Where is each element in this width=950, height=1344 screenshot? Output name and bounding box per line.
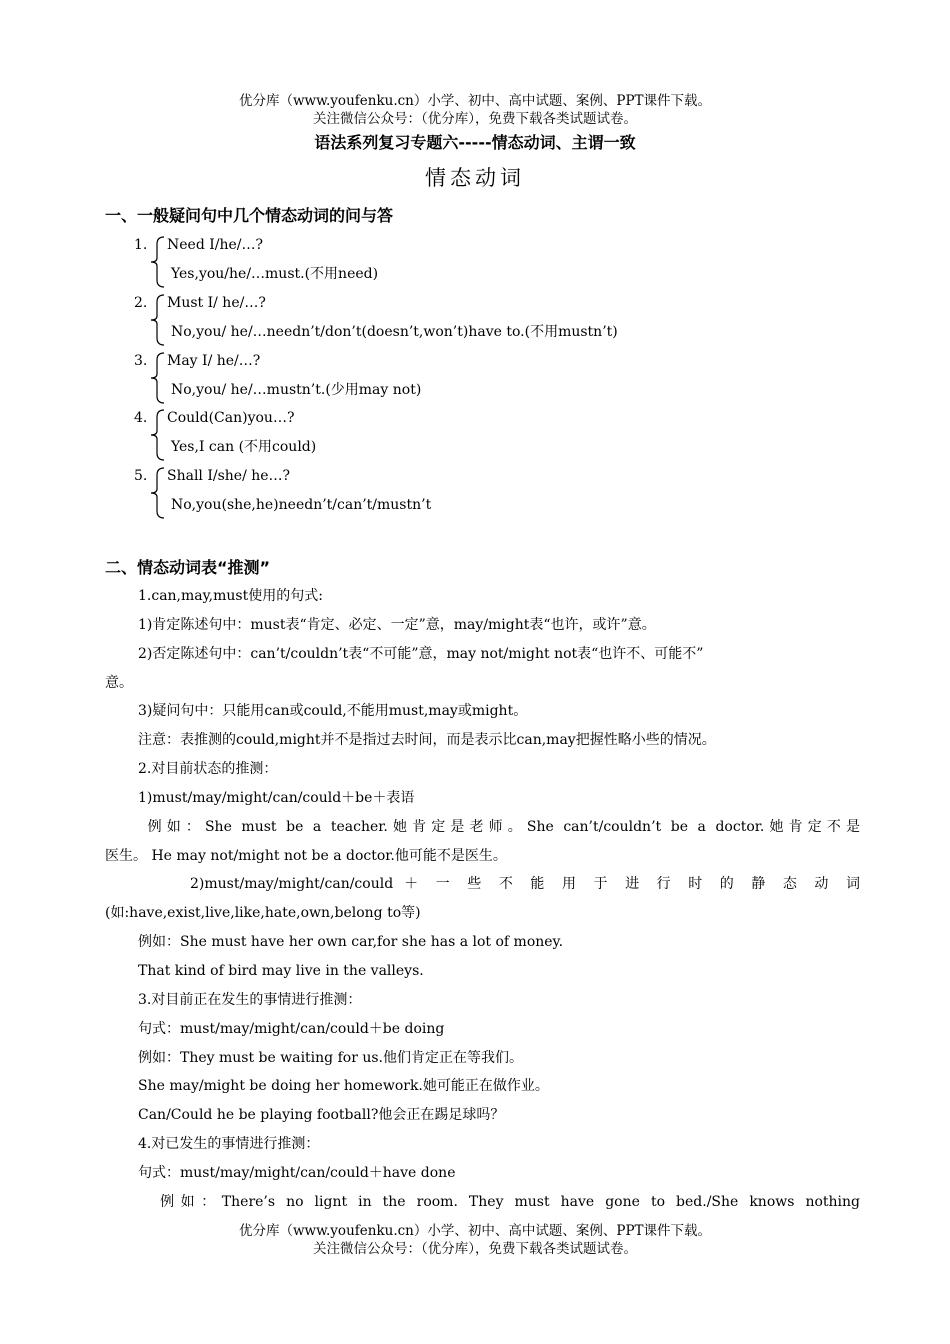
qa-item-3 (134, 350, 854, 408)
footer-line-1: 优分库（www.youfenku.cn）小学、初中、高中试题、案例、PPT课件下载。 (238, 1223, 712, 1239)
paragraph: 例如：There’s no lignt in the room. They must have gone to bed./She knows nothing (138, 1193, 860, 1210)
brace-icon (145, 466, 165, 520)
qa-item-1 (134, 234, 854, 292)
page-footer (0, 1222, 950, 1258)
qa-number: 3. (134, 353, 148, 369)
qa-question: Need I/he/…? (167, 237, 264, 253)
qa-item-4 (134, 407, 854, 465)
qa-number: 2. (134, 295, 148, 311)
qa-answer: No,you/ he/…needn’t/don’t(doesn’t,won’t)have to.(不用mustn’t) (171, 324, 618, 340)
qa-answer: Yes,I can (不用could) (171, 439, 317, 455)
paragraph: 例如：She must have her own car,for she has a lot of money. (138, 934, 564, 951)
brace-icon (145, 351, 165, 405)
paragraph: 医生。 He may not/might not be a doctor.他可能不是医生。 (105, 847, 507, 864)
paragraph: 4.对已发生的事情进行推测： (138, 1136, 320, 1153)
paragraph: 3.对目前正在发生的事情进行推测： (138, 991, 362, 1008)
paragraph: 句式：must/may/might/can/could＋have done (138, 1164, 456, 1181)
qa-number: 4. (134, 410, 148, 426)
page-header (0, 92, 950, 128)
brace-icon (145, 408, 165, 462)
paragraph: That kind of bird may live in the valleys. (138, 962, 424, 979)
paragraph: 2)否定陈述句中：can’t/couldn’t表“不可能”意，may not/might not表“也许不、可能不” (138, 645, 704, 662)
section-1-heading: 一、一般疑问句中几个情态动词的问与答 (105, 206, 394, 225)
paragraph: 1.can,may,must使用的句式: (138, 588, 323, 604)
paragraph: 例如：They must be waiting for us.他们肯定正在等我们。 (138, 1049, 523, 1066)
qa-item-5 (134, 465, 854, 523)
brace-icon (145, 235, 165, 289)
header-line-2: 关注微信公众号：（优分库），免费下载各类试题试卷。 (313, 111, 637, 127)
qa-item-2 (134, 292, 854, 350)
qa-question: Must I/ he/…? (167, 295, 266, 311)
paragraph: 3)疑问句中：只能用can或could,不能用must,may或might。 (138, 703, 528, 720)
paragraph: 注意：表推测的could,might并不是指过去时间，而是表示比can,may把握性略小些的情况。 (138, 732, 716, 749)
qa-question: May I/ he/…? (167, 353, 261, 369)
section-2-body (105, 582, 860, 1217)
qa-number: 1. (134, 237, 148, 253)
header-line-1: 优分库（www.youfenku.cn）小学、初中、高中试题、案例、PPT课件下载。 (238, 93, 712, 109)
qa-question: Could(Can)you…? (167, 410, 295, 426)
qa-answer: Yes,you/he/…must.(不用need) (171, 266, 379, 282)
footer-line-2: 关注微信公众号：（优分库），免费下载各类试题试卷。 (313, 1241, 637, 1257)
document-subtitle: 情态动词 (425, 166, 525, 190)
qa-question: Shall I/she/ he…? (167, 468, 291, 484)
paragraph: 2)must/may/might/can/could ＋ 一 些 不 能 用 于 进 行 时 的 静 态 动 词 (190, 876, 860, 893)
qa-answer: No,you(she,he)needn’t/can’t/mustn’t (171, 497, 432, 513)
paragraph: She may/might be doing her homework.她可能正在做作业。 (138, 1078, 549, 1095)
section-2-heading: 二、情态动词表“推测” (105, 558, 271, 577)
paragraph: 1)肯定陈述句中：must表“肯定、必定、一定”意，may/might表“也许，或许”意。 (138, 616, 656, 633)
qa-number: 5. (134, 468, 148, 484)
paragraph: Can/Could he be playing football?他会正在踢足球吗？ (138, 1107, 505, 1124)
qa-answer: No,you/ he/…mustn’t.(少用may not) (171, 382, 422, 398)
paragraph: (如:have,exist,live,like,hate,own,belong to等) (105, 905, 421, 922)
paragraph: 1)must/may/might/can/could＋be＋表语 (138, 789, 415, 806)
document-title: 语法系列复习专题六-----情态动词、主谓一致 (314, 133, 636, 152)
paragraph: 例如：She must be a teacher.她肯定是老师。She can’t/couldn’t be a doctor.她肯定不是 (138, 818, 860, 835)
paragraph: 意。 (105, 674, 133, 691)
paragraph: 句式：must/may/might/can/could＋be doing (138, 1020, 445, 1037)
brace-icon (145, 293, 165, 347)
paragraph: 2.对目前状态的推测： (138, 761, 278, 778)
